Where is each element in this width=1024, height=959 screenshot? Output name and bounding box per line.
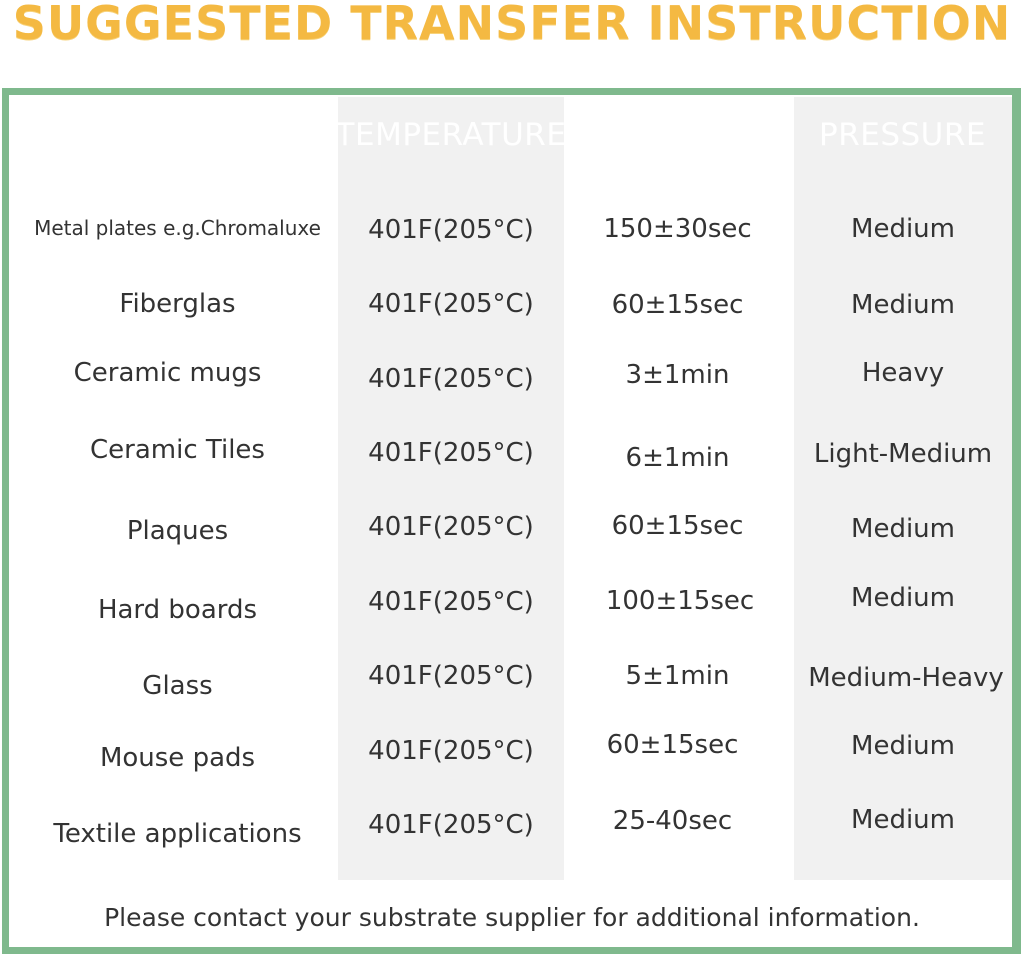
cell-substrate: Hard boards [97, 595, 258, 625]
cell-time: 150±30sec [603, 214, 752, 244]
cell-temperature: 401F(205°C) [368, 661, 534, 691]
header-time: TIME [636, 117, 714, 153]
cell-time: 60±15sec [611, 511, 744, 541]
cell-pressure: Heavy [861, 358, 945, 388]
cell-pressure: Medium [851, 514, 955, 544]
cell-temperature: 401F(205°C) [368, 512, 534, 542]
cell-pressure: Medium [851, 290, 955, 320]
cell-time: 25-40sec [612, 806, 733, 836]
cell-time: 60±15sec [606, 730, 739, 760]
cell-temperature: 401F(205°C) [368, 438, 534, 468]
cell-time: 5±1min [625, 661, 730, 691]
cell-substrate: Glass [142, 671, 213, 701]
cell-pressure: Medium [851, 583, 955, 613]
cell-pressure: Medium-Heavy [808, 663, 1004, 693]
cell-substrate: Metal plates e.g.Chromaluxe [34, 216, 321, 240]
cell-pressure: Light-Medium [813, 439, 993, 469]
cell-temperature: 401F(205°C) [368, 587, 534, 617]
page-title: SUGGESTED TRANSFER INSTRUCTION [12, 0, 1012, 50]
cell-temperature: 401F(205°C) [368, 810, 534, 840]
header-substrates: SUBSTRATES [63, 117, 267, 153]
cell-time: 100±15sec [605, 586, 755, 616]
cell-substrate: Fiberglas [119, 289, 236, 319]
cell-temperature: 401F(205°C) [368, 736, 534, 766]
cell-substrate: Ceramic Tiles [90, 435, 265, 465]
cell-pressure: Medium [851, 214, 955, 244]
cell-time: 60±15sec [611, 290, 744, 320]
cell-time: 6±1min [625, 443, 730, 473]
header-pressure: PRESSURE [819, 117, 986, 153]
cell-substrate: Mouse pads [99, 743, 256, 773]
cell-temperature: 401F(205°C) [368, 364, 534, 394]
cell-temperature: 401F(205°C) [368, 289, 534, 319]
footer-note: Please contact your substrate supplier for additional information. [104, 903, 920, 932]
cell-pressure: Medium [851, 731, 955, 761]
header-temperature: TEMPERATURE [335, 117, 567, 153]
cell-pressure: Medium [851, 805, 955, 835]
cell-time: 3±1min [625, 360, 730, 390]
cell-substrate: Textile applications [53, 819, 302, 849]
table-header [0, 88, 1024, 183]
cell-temperature: 401F(205°C) [368, 215, 534, 245]
cell-substrate: Ceramic mugs [73, 358, 262, 388]
cell-substrate: Plaques [126, 516, 229, 546]
